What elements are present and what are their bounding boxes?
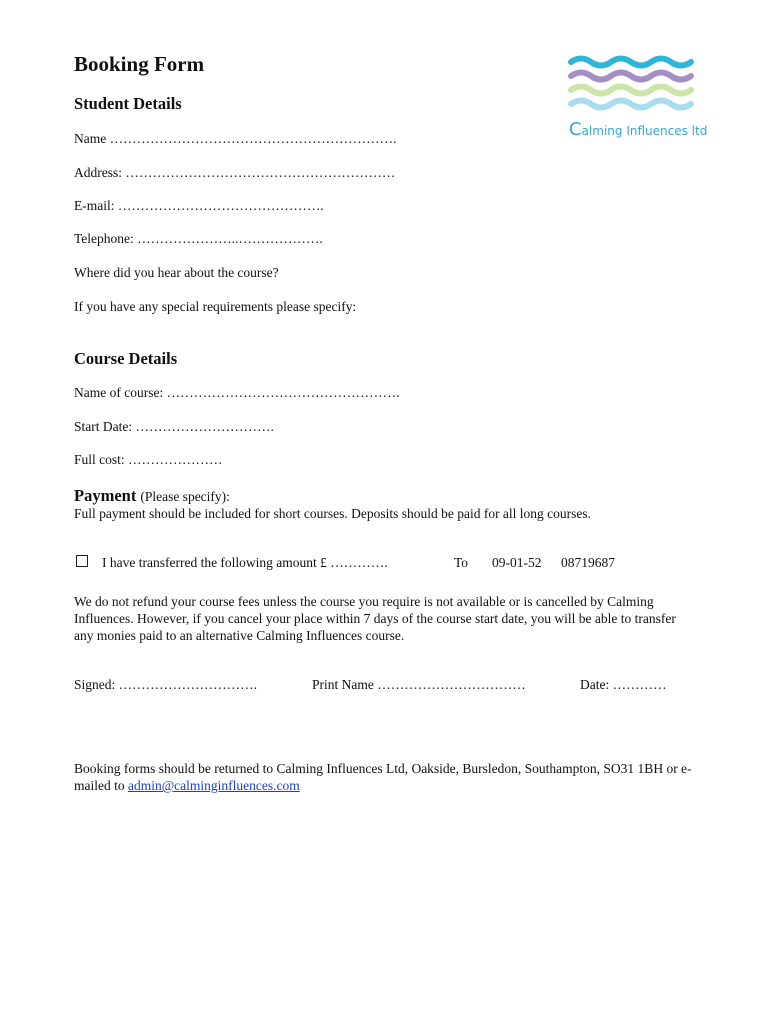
logo-wave-3 — [571, 87, 691, 94]
account-number: 08719687 — [561, 555, 615, 570]
page-title: Booking Form — [74, 52, 205, 76]
special-requirements-question[interactable]: If you have any special requirements please specify: — [74, 299, 357, 314]
transfer-checkbox[interactable] — [76, 555, 88, 567]
print-name-field[interactable]: Print Name …………………………… — [312, 677, 526, 692]
return-instructions — [74, 760, 694, 794]
telephone-field[interactable]: Telephone: …………………..………………. — [74, 231, 323, 246]
email-field[interactable]: E-mail: ………………………………………. — [74, 198, 324, 213]
full-cost-field[interactable]: Full cost: ………………… — [74, 452, 223, 467]
logo-rest: alming Influences ltd — [581, 124, 708, 138]
logo-wave-4 — [571, 101, 691, 108]
transfer-amount-field[interactable]: I have transferred the following amount £ …………. — [102, 555, 388, 570]
sort-code: 09-01-52 — [492, 555, 542, 570]
payment-heading-note: (Please specify): — [140, 489, 230, 504]
start-date-field[interactable]: Start Date: …………………………. — [74, 419, 274, 434]
name-field[interactable]: Name ………………………………………………………. — [74, 131, 397, 146]
student-details-heading: Student Details — [74, 94, 182, 113]
logo-initial: C — [569, 119, 582, 140]
to-label: To — [454, 555, 469, 570]
course-details-heading: Course Details — [74, 349, 178, 368]
logo-wave-1 — [571, 59, 691, 66]
payment-note: Full payment should be included for short courses. Deposits should be paid for all long courses. — [74, 506, 592, 521]
signed-field[interactable]: Signed: …………………………. — [74, 677, 258, 692]
address-field[interactable]: Address: …………………………………………………… — [74, 165, 396, 180]
email-link[interactable]: admin@calminginfluences.com — [128, 778, 300, 793]
course-name-field[interactable]: Name of course: ……………………………………………. — [74, 385, 400, 400]
return-instructions-text: Booking forms should be returned to Calming Influences Ltd, Oakside, Bursledon, Southampton, SO31 1BH or e-mailed to — [74, 761, 692, 793]
payment-heading: Payment — [74, 486, 137, 505]
logo-wave-2 — [571, 73, 691, 80]
heard-about-question[interactable]: Where did you hear about the course? — [74, 265, 279, 280]
date-field[interactable]: Date: ………… — [580, 677, 667, 692]
refund-policy: We do not refund your course fees unless the course you require is not available or is cancelled by Calming Influences. However, if you cancel your place within 7 days of the course start date, you will be able to transfer any monies paid to an alternative Calming Influences course. — [74, 594, 676, 643]
logo-text — [569, 119, 707, 140]
payment-heading-row — [74, 486, 230, 506]
